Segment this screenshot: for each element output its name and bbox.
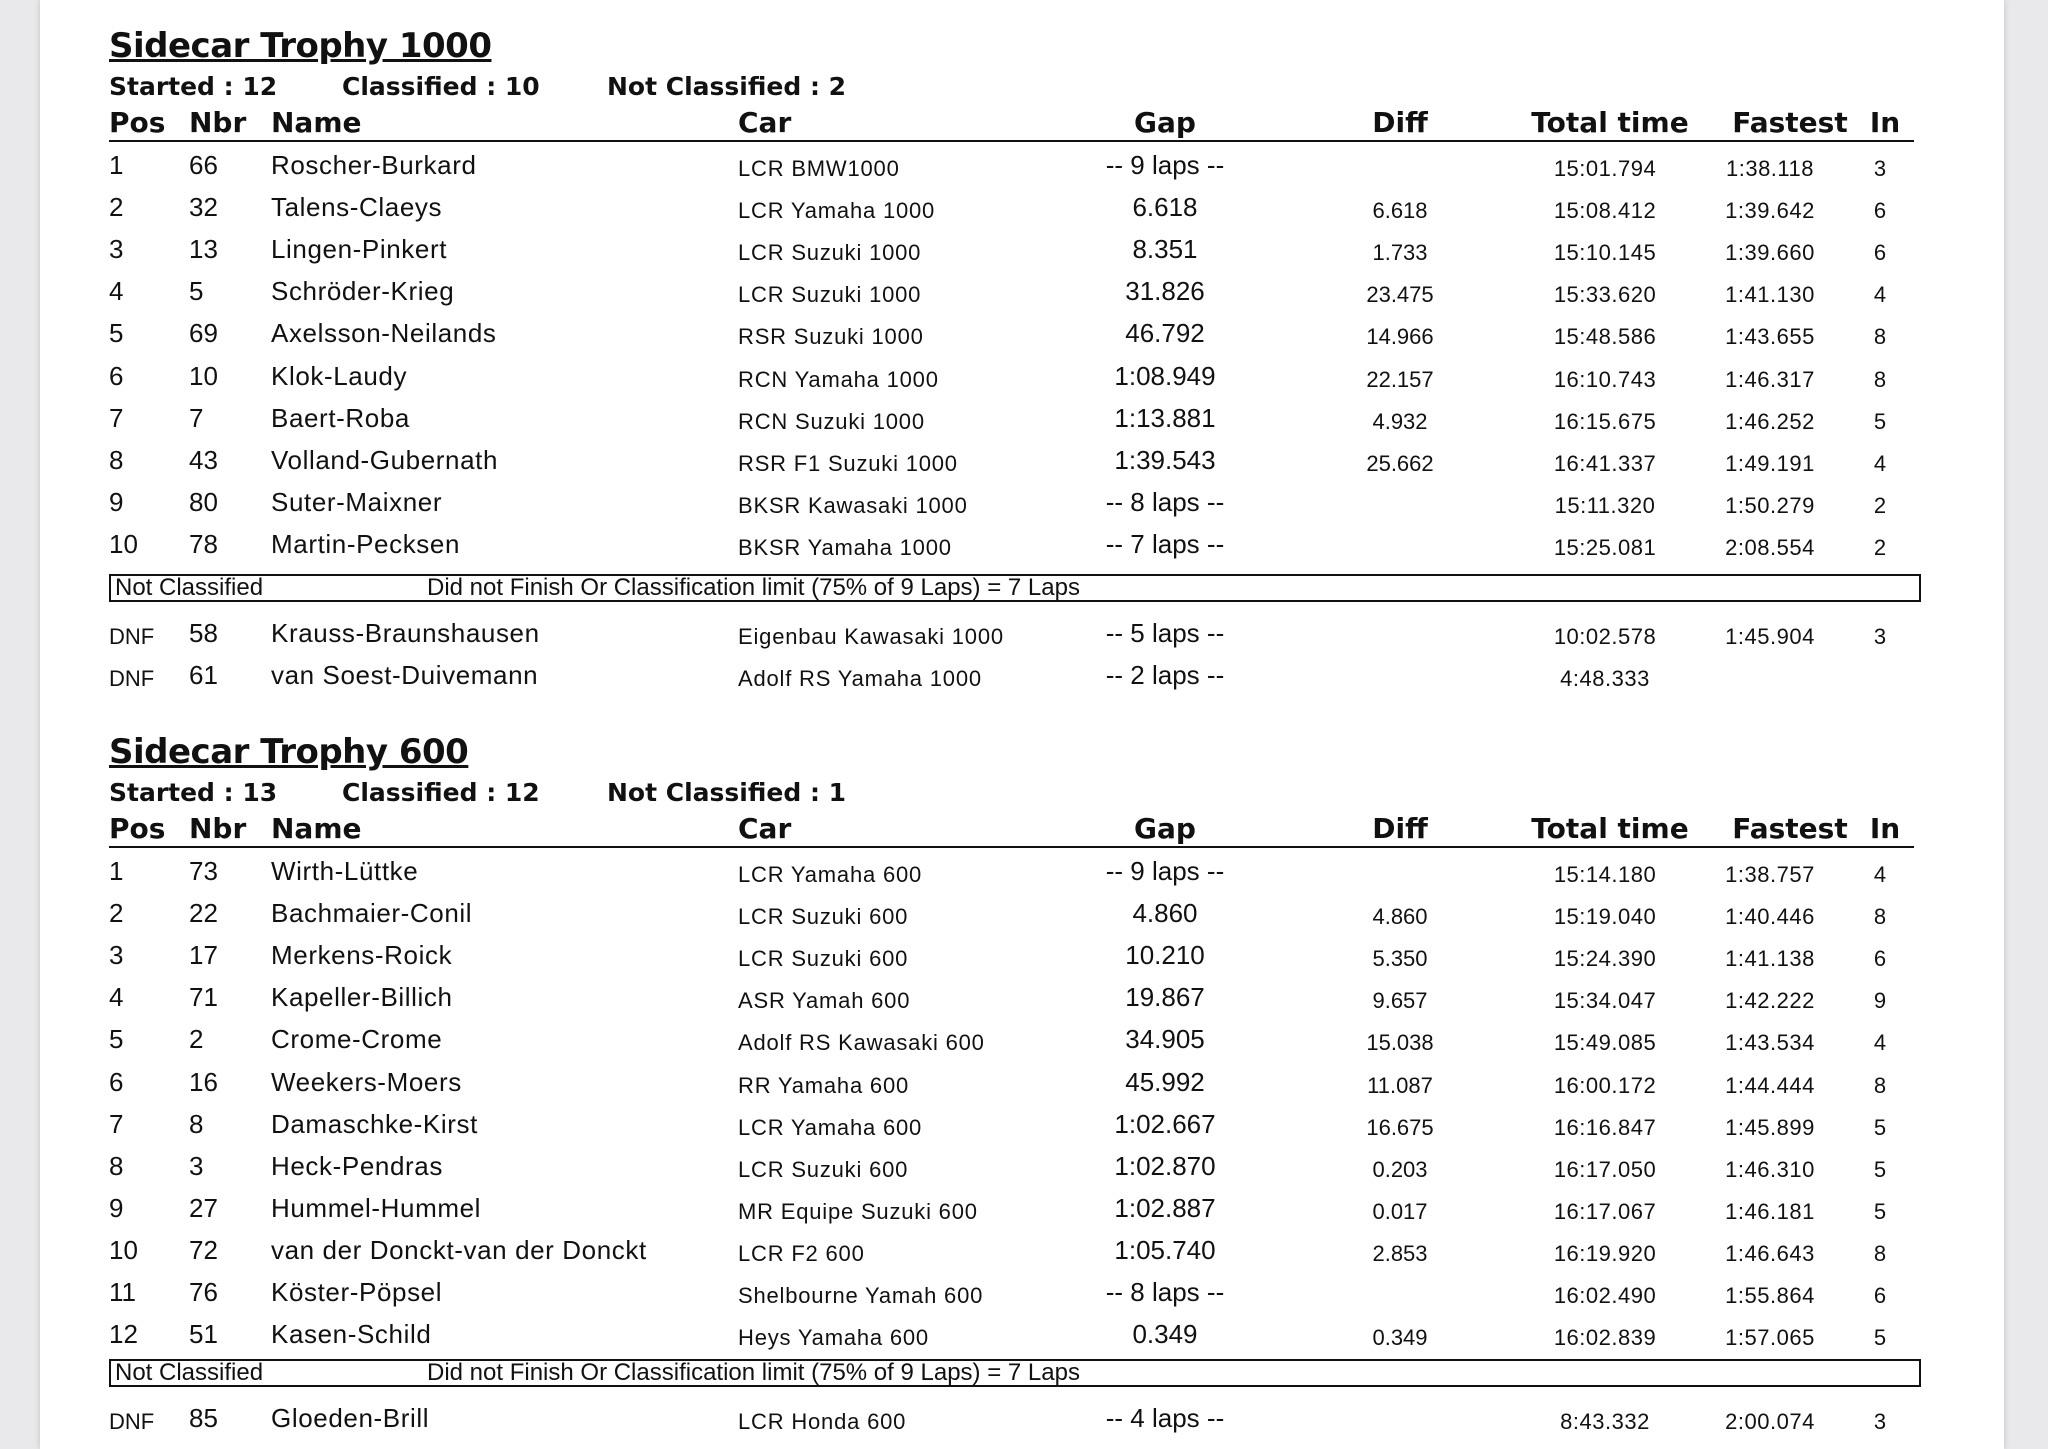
cell-in: 8 [1873, 1241, 1887, 1266]
cell-total: 8:43.332 [1560, 1409, 1650, 1434]
cell-name: Talens-Claeys [271, 192, 443, 222]
cell-in: 2 [1873, 535, 1887, 560]
cell-nbr: 71 [189, 982, 218, 1012]
cell-fastest: 1:43.655 [1725, 324, 1815, 349]
cell-fastest: 1:38.118 [1725, 156, 1814, 181]
cell-in: 8 [1873, 904, 1887, 929]
started-count: Started : 13 [109, 778, 278, 807]
cell-car: LCR Suzuki 1000 [738, 282, 922, 307]
header-name: Name [271, 106, 362, 139]
cell-fastest: 2:00.074 [1725, 1409, 1815, 1434]
cell-in: 6 [1873, 240, 1887, 265]
header-pos: Pos [109, 106, 166, 139]
cell-nbr: 76 [189, 1277, 218, 1307]
cell-pos: DNF [109, 1409, 155, 1434]
cell-car: RSR F1 Suzuki 1000 [738, 451, 958, 476]
cell-name: Weekers-Moers [271, 1067, 462, 1097]
cell-car: LCR BMW1000 [738, 156, 900, 181]
cell-total: 10:02.578 [1553, 624, 1657, 649]
cell-nbr: 78 [189, 529, 218, 559]
header-in: In [1869, 812, 1901, 845]
cell-pos: 10 [109, 529, 138, 559]
cell-gap: -- 9 laps -- [1105, 856, 1225, 886]
cell-car: ASR Yamah 600 [738, 988, 911, 1013]
cell-total: 16:00.172 [1553, 1073, 1657, 1098]
cell-total: 15:01.794 [1553, 156, 1657, 181]
cell-total: 15:33.620 [1553, 282, 1657, 307]
cell-fastest: 1:50.279 [1725, 493, 1815, 518]
cell-car: LCR Yamaha 1000 [738, 198, 936, 223]
table-row [40, 276, 2004, 318]
cell-name: Baert-Roba [271, 403, 410, 433]
cell-in: 5 [1873, 1199, 1887, 1224]
cell-fastest: 1:38.757 [1725, 862, 1815, 887]
cell-name: van Soest-Duivemann [271, 660, 539, 690]
cell-diff: 16.675 [1366, 1115, 1434, 1140]
cell-in: 9 [1873, 988, 1887, 1013]
cell-pos: 10 [109, 1235, 138, 1265]
table-row [40, 403, 2004, 445]
cell-pos: 11 [109, 1277, 136, 1307]
dnf-row [40, 618, 2004, 660]
cell-fastest: 1:39.642 [1725, 198, 1815, 223]
cell-car: BKSR Kawasaki 1000 [738, 493, 968, 518]
cell-fastest: 1:49.191 [1725, 451, 1815, 476]
cell-name: Kasen-Schild [271, 1319, 432, 1349]
classified-count: Classified : 12 [342, 778, 540, 807]
table-header [40, 106, 2004, 140]
cell-name: Suter-Maixner [271, 487, 443, 517]
cell-nbr: 27 [189, 1193, 218, 1223]
table-row [40, 1319, 2004, 1361]
cell-total: 15:48.586 [1553, 324, 1657, 349]
cell-total: 15:24.390 [1553, 946, 1657, 971]
cell-name: Damaschke-Kirst [271, 1109, 478, 1139]
table-row [40, 1151, 2004, 1193]
cell-diff: 1.733 [1372, 240, 1428, 265]
cell-in: 3 [1873, 624, 1887, 649]
header-diff: Diff [1372, 812, 1428, 845]
cell-gap: 19.867 [1125, 982, 1205, 1012]
cell-fastest: 1:46.252 [1725, 409, 1815, 434]
cell-diff: 5.350 [1372, 946, 1428, 971]
cell-gap: -- 9 laps -- [1105, 150, 1225, 180]
cell-pos: 8 [109, 1151, 124, 1181]
cell-diff: 0.203 [1372, 1157, 1428, 1182]
table-row [40, 234, 2004, 276]
classification-limit-note: Did not Finish Or Classification limit (75% of 9 Laps) = 7 Laps [427, 574, 1080, 601]
table-row [40, 1235, 2004, 1277]
cell-total: 15:10.145 [1553, 240, 1657, 265]
cell-diff: 25.662 [1366, 451, 1434, 476]
cell-car: LCR F2 600 [738, 1241, 865, 1266]
cell-pos: 4 [109, 982, 124, 1012]
cell-nbr: 22 [189, 898, 218, 928]
results-section [40, 732, 2004, 1432]
cell-pos: 6 [109, 361, 124, 391]
cell-car: LCR Suzuki 600 [738, 1157, 909, 1182]
cell-fastest: 1:45.904 [1725, 624, 1815, 649]
dnf-row [40, 1403, 2004, 1445]
cell-name: Kapeller-Billich [271, 982, 453, 1012]
cell-nbr: 72 [189, 1235, 218, 1265]
cell-diff: 11.087 [1367, 1073, 1433, 1098]
cell-in: 6 [1873, 198, 1887, 223]
cell-in: 4 [1873, 451, 1887, 476]
cell-in: 5 [1873, 1325, 1887, 1350]
header-in: In [1869, 106, 1901, 139]
cell-gap: 1:02.870 [1114, 1151, 1216, 1181]
cell-diff: 22.157 [1366, 367, 1434, 392]
cell-pos: 6 [109, 1067, 124, 1097]
cell-diff: 4.860 [1372, 904, 1428, 929]
table-row [40, 318, 2004, 360]
cell-total: 16:15.675 [1553, 409, 1657, 434]
cell-nbr: 61 [189, 660, 218, 690]
cell-car: Eigenbau Kawasaki 1000 [738, 624, 1004, 649]
cell-car: MR Equipe Suzuki 600 [738, 1199, 978, 1224]
cell-pos: 2 [109, 192, 124, 222]
cell-total: 16:17.067 [1553, 1199, 1657, 1224]
cell-fastest: 2:08.554 [1725, 535, 1815, 560]
cell-total: 16:17.050 [1553, 1157, 1657, 1182]
cell-gap: -- 4 laps -- [1105, 1403, 1225, 1433]
cell-gap: -- 2 laps -- [1105, 660, 1225, 690]
cell-diff: 23.475 [1366, 282, 1434, 307]
cell-gap: 45.992 [1125, 1067, 1205, 1097]
cell-nbr: 7 [189, 403, 204, 433]
table-row [40, 940, 2004, 982]
table-row [40, 1193, 2004, 1235]
cell-fastest: 1:45.899 [1725, 1115, 1815, 1140]
cell-gap: 1:05.740 [1114, 1235, 1216, 1265]
cell-pos: 7 [109, 1109, 124, 1139]
cell-car: Adolf RS Kawasaki 600 [738, 1030, 985, 1055]
table-row [40, 898, 2004, 940]
cell-gap: 1:02.887 [1114, 1193, 1216, 1223]
header-total: Total time [1531, 812, 1689, 845]
cell-fastest: 1:39.660 [1725, 240, 1815, 265]
cell-diff: 0.017 [1372, 1199, 1428, 1224]
cell-total: 16:02.490 [1553, 1283, 1657, 1308]
cell-nbr: 80 [189, 487, 218, 517]
cell-total: 16:41.337 [1553, 451, 1657, 476]
dnf-row [40, 660, 2004, 702]
cell-total: 15:25.081 [1553, 535, 1657, 560]
cell-total: 16:02.839 [1553, 1325, 1657, 1350]
cell-car: RCN Yamaha 1000 [738, 367, 939, 392]
cell-pos: 1 [109, 856, 124, 886]
cell-name: Klok-Laudy [271, 361, 408, 391]
cell-pos: 2 [109, 898, 124, 928]
cell-gap: 6.618 [1132, 192, 1198, 222]
cell-pos: 5 [109, 318, 124, 348]
cell-fastest: 1:46.643 [1725, 1241, 1815, 1266]
cell-car: LCR Suzuki 600 [738, 904, 909, 929]
cell-gap: -- 8 laps -- [1105, 1277, 1225, 1307]
cell-nbr: 66 [189, 150, 218, 180]
cell-fastest: 1:57.065 [1725, 1325, 1815, 1350]
cell-pos: 9 [109, 1193, 124, 1223]
classification-limit-note: Did not Finish Or Classification limit (75% of 9 Laps) = 7 Laps [427, 1359, 1080, 1386]
cell-in: 2 [1873, 493, 1887, 518]
not-classified-banner [109, 1359, 1921, 1387]
cell-nbr: 16 [189, 1067, 218, 1097]
cell-name: Merkens-Roick [271, 940, 453, 970]
cell-name: Roscher-Burkard [271, 150, 477, 180]
cell-diff: 4.932 [1372, 409, 1428, 434]
cell-fastest: 1:40.446 [1725, 904, 1815, 929]
cell-nbr: 5 [189, 276, 204, 306]
cell-gap: 31.826 [1125, 276, 1205, 306]
cell-car: LCR Suzuki 600 [738, 946, 909, 971]
results-page [40, 0, 2004, 1449]
cell-gap: 4.860 [1132, 898, 1198, 928]
cell-car: BKSR Yamaha 1000 [738, 535, 952, 560]
cell-in: 5 [1873, 409, 1887, 434]
cell-diff: 0.349 [1372, 1325, 1428, 1350]
cell-fastest: 1:46.181 [1725, 1199, 1815, 1224]
cell-diff: 15.038 [1366, 1030, 1434, 1055]
cell-pos: 5 [109, 1024, 124, 1054]
cell-name: Hummel-Hummel [271, 1193, 482, 1223]
cell-diff: 2.853 [1372, 1241, 1428, 1266]
cell-nbr: 17 [189, 940, 218, 970]
cell-name: Crome-Crome [271, 1024, 443, 1054]
cell-car: LCR Suzuki 1000 [738, 240, 922, 265]
table-row [40, 856, 2004, 898]
cell-fastest: 1:46.310 [1725, 1157, 1815, 1182]
cell-car: Shelbourne Yamah 600 [738, 1283, 984, 1308]
table-row [40, 150, 2004, 192]
header-fastest: Fastest [1732, 812, 1848, 845]
cell-name: Schröder-Krieg [271, 276, 455, 306]
header-car: Car [738, 106, 792, 139]
cell-name: Gloeden-Brill [271, 1403, 430, 1433]
cell-gap: 1:39.543 [1114, 445, 1216, 475]
cell-gap: 0.349 [1132, 1319, 1198, 1349]
cell-in: 3 [1873, 1409, 1887, 1434]
cell-fastest: 1:44.444 [1725, 1073, 1815, 1098]
cell-name: Wirth-Lüttke [271, 856, 419, 886]
not-classified-label: Not Classified [115, 1359, 264, 1386]
table-row [40, 1277, 2004, 1319]
cell-total: 16:16.847 [1553, 1115, 1657, 1140]
table-row [40, 529, 2004, 571]
table-row [40, 1024, 2004, 1066]
header-nbr: Nbr [189, 812, 247, 845]
cell-car: RSR Suzuki 1000 [738, 324, 924, 349]
header-total: Total time [1531, 106, 1689, 139]
cell-nbr: 2 [189, 1024, 204, 1054]
header-car: Car [738, 812, 792, 845]
cell-car: LCR Yamaha 600 [738, 862, 923, 887]
cell-nbr: 73 [189, 856, 218, 886]
started-count: Started : 12 [109, 72, 278, 101]
cell-gap: -- 7 laps -- [1105, 529, 1225, 559]
cell-in: 8 [1873, 367, 1887, 392]
cell-gap: -- 5 laps -- [1105, 618, 1225, 648]
cell-name: Volland-Gubernath [271, 445, 499, 475]
cell-in: 4 [1873, 1030, 1887, 1055]
section-title: Sidecar Trophy 1000 [109, 26, 492, 66]
cell-gap: 1:08.949 [1114, 361, 1216, 391]
header-divider [109, 846, 1914, 848]
cell-total: 16:10.743 [1553, 367, 1657, 392]
cell-nbr: 32 [189, 192, 218, 222]
header-fastest: Fastest [1732, 106, 1848, 139]
cell-name: Köster-Pöpsel [271, 1277, 443, 1307]
cell-nbr: 43 [189, 445, 218, 475]
cell-nbr: 69 [189, 318, 218, 348]
table-row [40, 1109, 2004, 1151]
header-diff: Diff [1372, 106, 1428, 139]
cell-fastest: 1:55.864 [1725, 1283, 1815, 1308]
table-header [40, 812, 2004, 846]
cell-fastest: 1:41.138 [1725, 946, 1815, 971]
cell-car: LCR Honda 600 [738, 1409, 907, 1434]
cell-fastest: 1:46.317 [1725, 367, 1815, 392]
table-row [40, 445, 2004, 487]
cell-in: 5 [1873, 1157, 1887, 1182]
cell-gap: 34.905 [1125, 1024, 1205, 1054]
cell-pos: 1 [109, 150, 124, 180]
cell-total: 15:34.047 [1553, 988, 1657, 1013]
cell-name: Lingen-Pinkert [271, 234, 448, 264]
cell-nbr: 8 [189, 1109, 204, 1139]
not-classified-count: Not Classified : 1 [607, 778, 847, 807]
cell-diff: 9.657 [1372, 988, 1428, 1013]
cell-total: 15:11.320 [1554, 493, 1656, 518]
cell-fastest: 1:43.534 [1725, 1030, 1815, 1055]
cell-name: Axelsson-Neilands [271, 318, 497, 348]
cell-in: 4 [1873, 282, 1887, 307]
cell-pos: DNF [109, 624, 155, 649]
cell-nbr: 13 [189, 234, 218, 264]
cell-pos: 3 [109, 234, 124, 264]
cell-fastest: 1:41.130 [1725, 282, 1815, 307]
table-row [40, 487, 2004, 529]
header-pos: Pos [109, 812, 166, 845]
cell-total: 15:49.085 [1553, 1030, 1657, 1055]
table-row [40, 982, 2004, 1024]
cell-name: Krauss-Braunshausen [271, 618, 540, 648]
cell-gap: 1:02.667 [1114, 1109, 1216, 1139]
cell-nbr: 10 [189, 361, 218, 391]
cell-pos: 4 [109, 276, 124, 306]
not-classified-label: Not Classified [115, 574, 264, 601]
cell-gap: -- 8 laps -- [1105, 487, 1225, 517]
section-title: Sidecar Trophy 600 [109, 732, 469, 772]
cell-pos: 3 [109, 940, 124, 970]
cell-in: 8 [1873, 1073, 1887, 1098]
header-gap: Gap [1134, 812, 1196, 845]
cell-car: RCN Suzuki 1000 [738, 409, 925, 434]
cell-nbr: 51 [189, 1319, 218, 1349]
cell-name: Heck-Pendras [271, 1151, 443, 1181]
cell-car: RR Yamaha 600 [738, 1073, 910, 1098]
cell-car: Adolf RS Yamaha 1000 [738, 666, 982, 691]
cell-name: Bachmaier-Conil [271, 898, 473, 928]
cell-total: 15:19.040 [1553, 904, 1657, 929]
results-section [40, 26, 2004, 726]
cell-total: 4:48.333 [1560, 666, 1650, 691]
cell-gap: 1:13.881 [1114, 403, 1216, 433]
cell-nbr: 85 [189, 1403, 218, 1433]
cell-pos: DNF [109, 666, 155, 691]
header-divider [109, 140, 1914, 142]
cell-gap: 46.792 [1125, 318, 1205, 348]
cell-name: Martin-Pecksen [271, 529, 461, 559]
cell-total: 15:08.412 [1553, 198, 1657, 223]
cell-in: 5 [1873, 1115, 1887, 1140]
cell-in: 6 [1873, 946, 1887, 971]
cell-nbr: 3 [189, 1151, 204, 1181]
table-row [40, 361, 2004, 403]
cell-diff: 6.618 [1372, 198, 1428, 223]
cell-gap: 10.210 [1125, 940, 1205, 970]
header-name: Name [271, 812, 362, 845]
header-nbr: Nbr [189, 106, 247, 139]
cell-gap: 8.351 [1132, 234, 1198, 264]
cell-car: Heys Yamaha 600 [738, 1325, 929, 1350]
cell-name: van der Donckt-van der Donckt [271, 1235, 647, 1265]
cell-total: 16:19.920 [1553, 1241, 1657, 1266]
cell-pos: 12 [109, 1319, 138, 1349]
cell-in: 4 [1873, 862, 1887, 887]
cell-pos: 7 [109, 403, 124, 433]
cell-in: 3 [1873, 156, 1887, 181]
classified-count: Classified : 10 [342, 72, 540, 101]
cell-pos: 8 [109, 445, 124, 475]
cell-nbr: 58 [189, 618, 218, 648]
not-classified-count: Not Classified : 2 [607, 72, 847, 101]
cell-diff: 14.966 [1366, 324, 1434, 349]
cell-total: 15:14.180 [1553, 862, 1657, 887]
not-classified-banner [109, 574, 1921, 602]
table-row [40, 192, 2004, 234]
header-gap: Gap [1134, 106, 1196, 139]
cell-in: 8 [1873, 324, 1887, 349]
table-row [40, 1067, 2004, 1109]
cell-pos: 9 [109, 487, 124, 517]
cell-car: LCR Yamaha 600 [738, 1115, 923, 1140]
cell-fastest: 1:42.222 [1725, 988, 1815, 1013]
cell-in: 6 [1873, 1283, 1887, 1308]
